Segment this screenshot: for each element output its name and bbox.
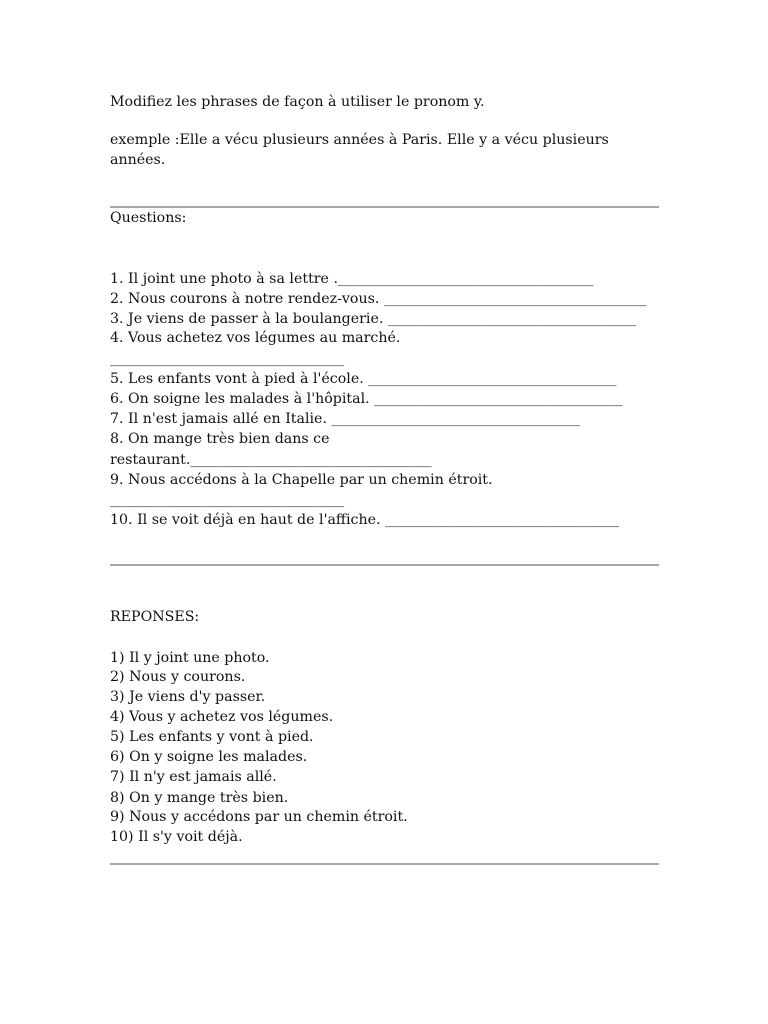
- question-item: 3. Je viens de passer à la boulangerie. ___________________________________: [110, 311, 637, 327]
- question-item: 9. Nous accédons à la Chapelle par un chemin étroit.: [110, 472, 493, 488]
- answer-item: 2) Nous y courons.: [110, 669, 246, 685]
- answer-item: 1) Il y joint une photo.: [110, 650, 270, 666]
- answer-item: 5) Les enfants y vont à pied.: [110, 729, 314, 745]
- question-item: 2. Nous courons à notre rendez-vous. _____________________________________: [110, 291, 647, 307]
- answer-item: 4) Vous y achetez vos légumes.: [110, 709, 334, 725]
- divider-middle: [110, 564, 659, 566]
- questions-heading: Questions:: [110, 210, 187, 226]
- answer-item: 8) On y mange très bien.: [110, 790, 289, 806]
- answer-blank-line: _________________________________: [110, 351, 345, 367]
- answer-item: 3) Je viens d'y passer.: [110, 689, 266, 705]
- question-item: 1. Il joint une photo à sa lettre .____________________________________: [110, 271, 594, 287]
- answer-blank-line: _________________________________: [110, 492, 345, 508]
- instructions-text: Modifiez les phrases de façon à utiliser le pronom y.: [110, 94, 485, 110]
- answer-item: 7) Il n'y est jamais allé.: [110, 769, 277, 785]
- question-item: 8. On mange très bien dans ce: [110, 431, 330, 447]
- question-item: 10. Il se voit déjà en haut de l'affiche. _________________________________: [110, 512, 620, 528]
- question-item: 6. On soigne les malades à l'hôpital. ___________________________________: [110, 391, 623, 407]
- example-line-2: années.: [110, 152, 166, 168]
- answer-item: 6) On y soigne les malades.: [110, 749, 308, 765]
- question-item-continuation: restaurant.__________________________________: [110, 452, 432, 468]
- answers-heading: REPONSES:: [110, 609, 200, 625]
- example-line-1: exemple :Elle a vécu plusieurs années à Paris. Elle y a vécu plusieurs: [110, 132, 609, 148]
- question-item: 7. Il n'est jamais allé en Italie. ___________________________________: [110, 411, 580, 427]
- answer-item: 9) Nous y accédons par un chemin étroit.: [110, 809, 408, 825]
- divider-bottom: [110, 863, 659, 865]
- question-item: 5. Les enfants vont à pied à l'école. ___________________________________: [110, 371, 617, 387]
- divider-top: [110, 206, 659, 208]
- answer-item: 10) Il s'y voit déjà.: [110, 829, 243, 845]
- question-item: 4. Vous achetez vos légumes au marché.: [110, 330, 401, 346]
